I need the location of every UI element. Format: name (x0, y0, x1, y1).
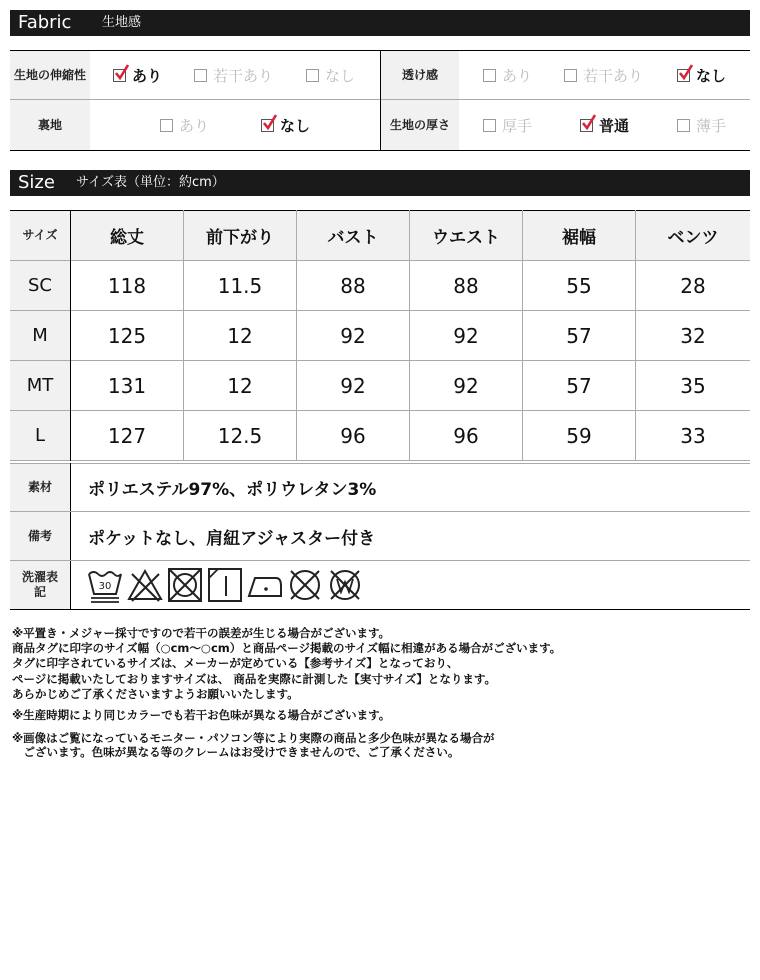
size-table-cell: 96 (453, 423, 479, 448)
size-table-cell: 88 (453, 273, 479, 298)
no-dry-clean-icon (286, 566, 324, 604)
size-table-cell: 92 (340, 373, 366, 398)
size-table-cell: 32 (680, 323, 706, 348)
size-table-cell: 12 (227, 323, 253, 348)
divider (10, 560, 750, 561)
column-header: ウエスト (432, 228, 500, 248)
sheer-option[interactable] (483, 51, 532, 99)
iron-low-icon (246, 566, 284, 604)
divider (10, 460, 750, 461)
material-label: 素材 (27, 480, 52, 494)
wash-30-gentle-icon (86, 566, 124, 604)
column-header: バスト (327, 228, 379, 248)
check-mark-icon (115, 64, 129, 80)
lining-option-label: あり (179, 116, 210, 135)
size-table-cell: 118 (107, 273, 147, 298)
sheer-option[interactable] (677, 51, 726, 99)
checkbox-icon (483, 69, 496, 82)
divider (10, 150, 750, 151)
no-bleach-icon (126, 566, 164, 604)
note-line: ページに掲載いたしておりますサイズは、 商品を実際に計測した【実寸サイズ】となります。 (12, 672, 497, 686)
note-line: タグに印字されているサイズは、メーカーが定めている【参考サイズ】となっており、 (12, 656, 459, 670)
lining-option[interactable] (261, 100, 310, 150)
thickness-option[interactable] (483, 100, 532, 150)
thickness-option[interactable] (677, 100, 726, 150)
size-row-label: M (32, 325, 48, 346)
size-table-cell: 92 (453, 373, 479, 398)
size-table-cell: 57 (566, 373, 592, 398)
checked-checkbox-icon (113, 69, 126, 82)
size-row-label: L (34, 425, 46, 446)
stretch-option[interactable] (306, 51, 355, 99)
column-header: 前下がり (206, 228, 274, 248)
checkbox-icon (306, 69, 319, 82)
thickness-option-label: 厚手 (502, 116, 533, 135)
column-header: 総丈 (110, 228, 144, 248)
size-table-cell: 33 (680, 423, 706, 448)
size-table-cell: 35 (680, 373, 706, 398)
checked-checkbox-icon (677, 69, 690, 82)
size-row-label: MT (26, 375, 54, 396)
size-header-subtitle: サイズ表（単位：約cm） (76, 175, 225, 190)
care-label: 洗濯表記 (21, 570, 58, 599)
check-mark-icon (263, 114, 277, 130)
size-table-cell: 131 (107, 373, 147, 398)
check-mark-icon (582, 114, 596, 130)
stretch-option[interactable] (194, 51, 273, 99)
checkbox-icon (677, 119, 690, 132)
line-dry-shade-icon (206, 566, 244, 604)
fabric-header-subtitle: 生地感 (102, 15, 142, 30)
note-line: あらかじめご了承くださいますようお願いいたします。 (12, 687, 299, 701)
size-table-cell: 92 (340, 323, 366, 348)
stretch-label: 生地の伸縮性 (13, 67, 86, 82)
size-table-cell: 88 (340, 273, 366, 298)
checked-checkbox-icon (261, 119, 274, 132)
lining-label: 裏地 (37, 117, 62, 132)
column-header: ベンツ (667, 228, 719, 248)
size-corner-label: サイズ (22, 228, 58, 242)
remarks-label: 備考 (27, 528, 52, 543)
remarks-value: ポケットなし、肩紐アジャスター付き (88, 528, 376, 549)
note-line: ※平置き・メジャー採寸ですので若干の誤差が生じる場合がございます。 (12, 626, 391, 640)
size-table-cell: 55 (566, 273, 592, 298)
no-wet-clean-icon (326, 566, 364, 604)
lining-option[interactable] (160, 100, 209, 150)
sheer-label: 透け感 (401, 67, 438, 82)
divider (70, 463, 71, 610)
stretch-option-label: あり (132, 66, 163, 85)
sheer-option-label: なし (696, 66, 727, 85)
note-line: ※生産時期により同じカラーでも若干お色味が異なる場合がございます。 (12, 708, 391, 722)
sheer-option-label: あり (502, 66, 533, 85)
size-row-label: SC (28, 275, 52, 296)
fabric-header-title: Fabric (18, 12, 72, 33)
column-header: 裾幅 (562, 228, 596, 248)
thickness-label: 生地の厚さ (389, 117, 450, 132)
no-tumble-dry-icon (166, 566, 204, 604)
fabric-header-bar (10, 10, 750, 36)
thickness-option-label: 薄手 (696, 116, 727, 135)
size-table-cell: 96 (340, 423, 366, 448)
checkbox-icon (160, 119, 173, 132)
stretch-option-label: なし (325, 66, 356, 85)
check-mark-icon (679, 64, 693, 80)
sheer-option[interactable] (564, 51, 643, 99)
material-value: ポリエステル97%、ポリウレタン3% (88, 480, 377, 500)
size-header-bar (10, 170, 750, 196)
checkbox-icon (564, 69, 577, 82)
thickness-option[interactable] (580, 100, 629, 150)
note-line: 商品タグに印字のサイズ幅（○cm〜○cm）と商品ページ掲載のサイズ幅に相違がある場合がございます。 (12, 641, 562, 655)
checked-checkbox-icon (580, 119, 593, 132)
size-table-cell: 57 (566, 323, 592, 348)
size-table-cell: 11.5 (217, 273, 263, 298)
checkbox-icon (194, 69, 207, 82)
wash-temp-text: 30 (98, 581, 112, 592)
stretch-option-label: 若干あり (213, 66, 274, 85)
size-table-cell: 12 (227, 373, 253, 398)
note-line: ※画像はご覧になっているモニター・パソコン等により実際の商品と多少色味が異なる場合が (12, 731, 495, 745)
size-table-cell: 28 (680, 273, 706, 298)
size-table-cell: 59 (566, 423, 592, 448)
lining-option-label: なし (280, 116, 311, 135)
size-table-cell: 125 (107, 323, 147, 348)
size-table-cell: 92 (453, 323, 479, 348)
sheer-option-label: 若干あり (583, 66, 644, 85)
size-table-cell: 127 (107, 423, 147, 448)
divider (10, 609, 750, 610)
checkbox-icon (483, 119, 496, 132)
stretch-option[interactable] (113, 51, 162, 99)
thickness-option-label: 普通 (599, 116, 630, 135)
note-line: ございます。色味が異なる等のクレームはお受けできませんので、ご了承ください。 (12, 745, 460, 759)
size-header-title: Size (18, 172, 55, 193)
size-table-cell: 12.5 (217, 423, 263, 448)
